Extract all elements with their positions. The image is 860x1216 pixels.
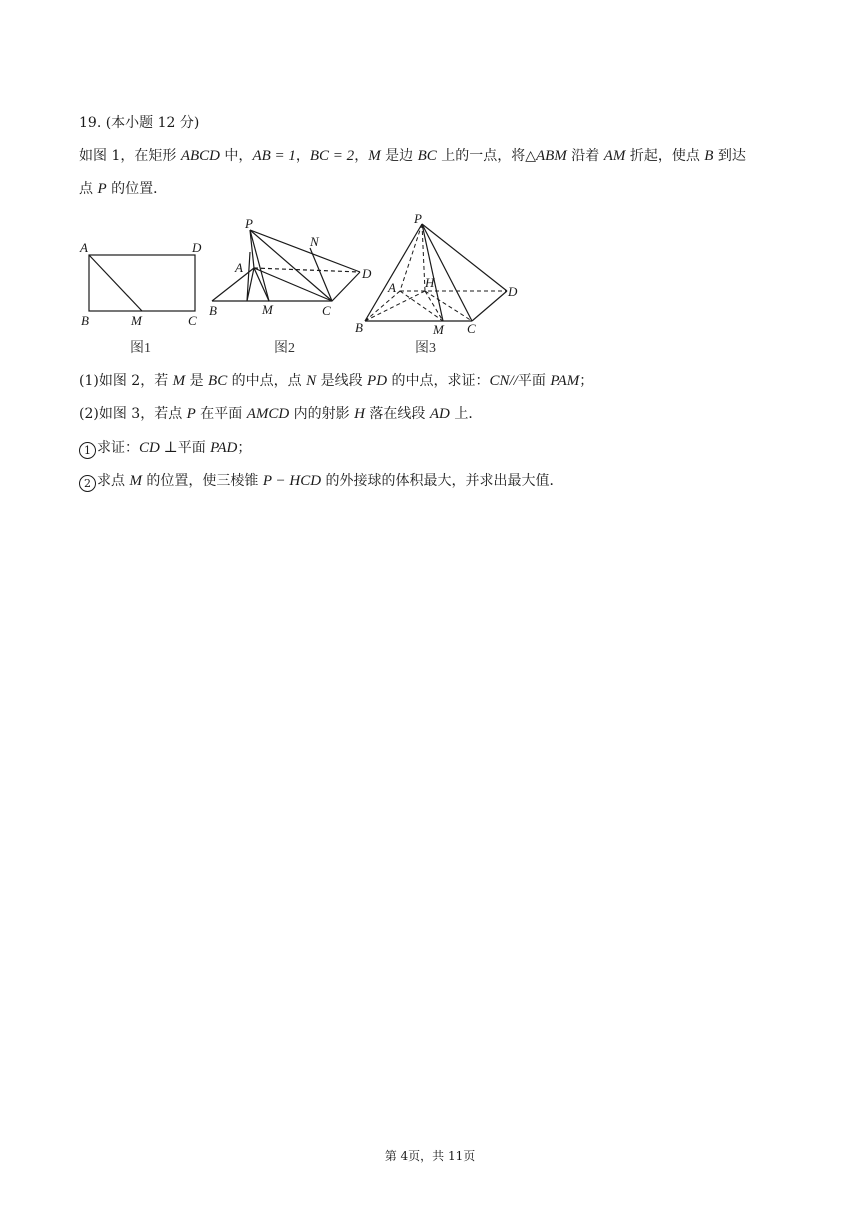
circled-number-1: 1 — [79, 442, 96, 459]
fig3-caption: 图3 — [415, 341, 436, 356]
fig3-segment-pc — [422, 224, 472, 321]
fig1-segment-am — [89, 255, 142, 311]
fig2-label-d: D — [362, 266, 372, 281]
fig1-caption: 图1 — [130, 341, 151, 356]
figure-3-hidden — [365, 224, 507, 321]
figures-row — [70, 208, 540, 364]
fig3-segment-am-hidden — [400, 291, 443, 321]
fig1-label-m: M — [131, 313, 142, 328]
fig3-label-m: M — [433, 322, 444, 337]
fig2-segment-ad-hidden — [254, 268, 360, 272]
fig2-label-a: A — [235, 260, 243, 275]
fig2-segment-pm — [250, 230, 269, 301]
fig3-segment-hc-hidden — [425, 291, 472, 321]
figure-1 — [89, 255, 195, 311]
sub-question-1: 1 求证：CD ⊥平面 PAD； — [79, 438, 251, 459]
fig3-label-p: P — [414, 211, 422, 226]
fig2-label-b: B — [209, 303, 217, 318]
problem-stem-line2: 点 P 的位置． — [79, 181, 168, 197]
fig1-label-b: B — [81, 313, 89, 328]
fig3-label-a: A — [388, 280, 396, 295]
part-1-question: (1)如图 2，若 M 是 BC 的中点，点 N 是线段 PD 的中点，求证：CN//平面 PAM； — [79, 373, 594, 389]
fig1-label-a: A — [80, 240, 88, 255]
page-footer: 第 4页，共 11页 — [384, 1149, 476, 1163]
fig1-label-c: C — [188, 313, 197, 328]
fig2-label-p: P — [245, 216, 253, 231]
fig3-label-c: C — [467, 321, 476, 336]
fig3-segment-ba-hidden — [365, 291, 400, 321]
fig2-segment-pd — [250, 230, 360, 272]
fig1-rectangle — [89, 255, 195, 311]
fig3-label-h: H — [425, 275, 435, 290]
fig1-label-d: D — [192, 240, 202, 255]
figure-3 — [365, 224, 507, 321]
circled-number-2: 2 — [79, 475, 96, 492]
fig2-label-m: M — [262, 302, 273, 317]
sub-question-2: 2 求点 M 的位置，使三棱锥 P − HCD 的外接球的体积最大，并求出最大值． — [79, 471, 564, 492]
fig3-segment-pa-hidden — [400, 224, 422, 291]
fig2-label-n: N — [310, 234, 319, 249]
fig2-caption: 图2 — [274, 341, 295, 356]
fig3-label-b: B — [355, 320, 363, 335]
fig3-label-d: D — [508, 284, 518, 299]
problem-stem-line1: 如图 1，在矩形 ABCD 中，AB = 1，BC = 2，M 是边 BC 上的一点，将△ABM 沿着 AM 折起，使点 B 到达 — [79, 148, 746, 164]
fig2-label-c: C — [322, 303, 331, 318]
problem-header: 19. (本小题 12 分) — [79, 115, 200, 131]
fig3-segment-cd — [472, 291, 507, 321]
part-2-question: (2)如图 3，若点 P 在平面 AMCD 内的射影 H 落在线段 AD 上． — [79, 406, 483, 422]
figures-svg — [70, 208, 540, 360]
fig2-segment-pc — [250, 230, 332, 301]
